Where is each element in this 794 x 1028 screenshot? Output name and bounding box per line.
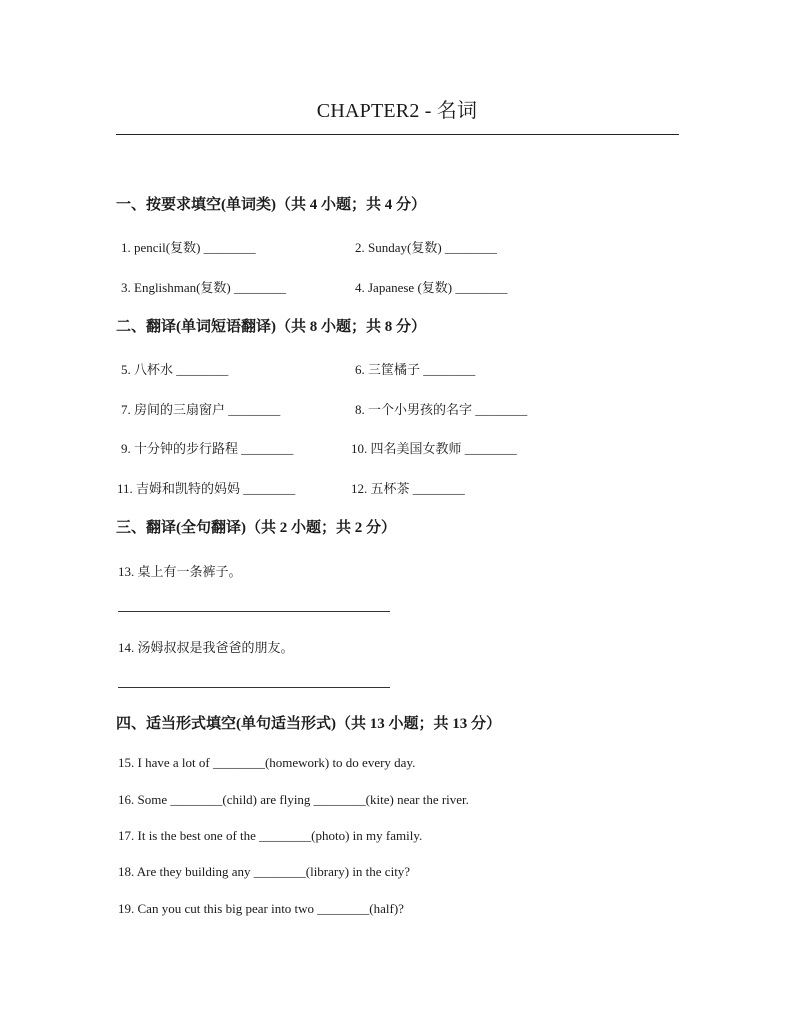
question-7: 7. 房间的三扇窗户 ________ bbox=[121, 402, 281, 417]
question-9: 9. 十分钟的步行路程 ________ bbox=[121, 441, 294, 456]
page-title: CHAPTER2 - 名词 bbox=[316, 100, 478, 122]
question-17: 17. It is the best one of the ________(photo) in my family. bbox=[118, 828, 423, 843]
section-heading-4: 四、适当形式填空(单句适当形式)（共 13 小题；共 13 分） bbox=[116, 716, 501, 732]
question-2: 2. Sunday(复数) ________ bbox=[355, 240, 497, 255]
question-4: 4. Japanese (复数) ________ bbox=[355, 280, 508, 295]
answer-line-13 bbox=[118, 611, 390, 612]
section-heading-2: 二、翻译(单词短语翻译)（共 8 小题；共 8 分） bbox=[116, 319, 426, 335]
section-heading-1: 一、按要求填空(单词类)（共 4 小题；共 4 分） bbox=[116, 197, 426, 213]
question-10: 10. 四名美国女教师 ________ bbox=[351, 441, 517, 456]
question-13: 13. 桌上有一条裤子。 bbox=[118, 564, 242, 579]
question-3: 3. Englishman(复数) ________ bbox=[121, 280, 287, 295]
question-15: 15. I have a lot of ________(homework) to do every day. bbox=[118, 755, 416, 770]
question-19: 19. Can you cut this big pear into two ________(half)? bbox=[118, 901, 404, 916]
answer-line-14 bbox=[118, 687, 390, 688]
question-8: 8. 一个小男孩的名字 ________ bbox=[355, 402, 528, 417]
title-divider bbox=[116, 134, 679, 135]
question-5: 5. 八杯水 ________ bbox=[121, 362, 229, 377]
section-heading-3: 三、翻译(全句翻译)（共 2 小题；共 2 分） bbox=[116, 520, 396, 536]
question-14: 14. 汤姆叔叔是我爸爸的朋友。 bbox=[118, 640, 294, 655]
question-6: 6. 三筐橘子 ________ bbox=[355, 362, 476, 377]
question-18: 18. Are they building any ________(library) in the city? bbox=[118, 864, 411, 879]
question-16: 16. Some ________(child) are flying ________(kite) near the river. bbox=[118, 792, 469, 807]
question-1: 1. pencil(复数) ________ bbox=[121, 240, 256, 255]
question-12: 12. 五杯茶 ________ bbox=[351, 481, 465, 496]
question-11: 11. 吉姆和凯特的妈妈 ________ bbox=[117, 481, 296, 496]
